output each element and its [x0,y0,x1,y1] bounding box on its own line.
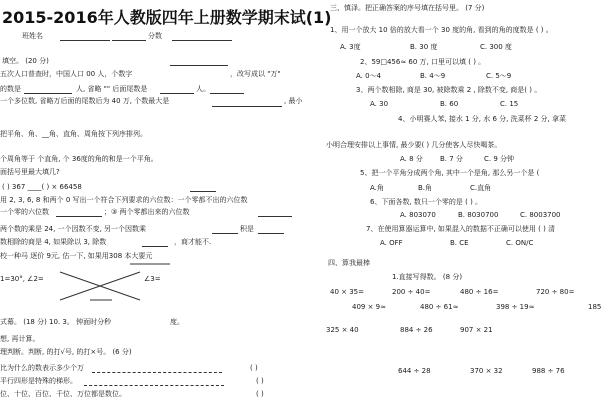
choice-q6-opt-c: C. 8003700 [520,211,561,219]
calc-item: 370 × 32 [470,367,503,375]
blank-line [212,233,238,234]
choice-q1-opt-b: B. 30 度 [410,43,438,51]
fill-q5: 面括号里最大填几? [0,168,60,176]
calc-item: 409 × 9≈ [352,303,386,311]
calc-item: 40 × 35= [330,288,364,296]
blank-line [170,65,228,66]
choice-q1-opt-c: C. 300 度 [480,43,512,51]
fill-q8-tail: ，商才能不. [174,238,212,246]
blank-line [142,246,168,247]
calc-item: 200 ÷ 40= [392,288,431,296]
blank-line [190,191,216,192]
fill-q1-tail: ，改写成以 "万" [230,70,281,78]
judge-q3-paren: ( ) [256,390,264,398]
section-2-heading: 理判断。判断, 的打√号, 的打×号。 (6 分) [0,348,132,356]
choice-q5-opt-b: B.角 [418,184,433,192]
figure-line [60,272,140,300]
choice-q4-opt-b: B. 7 分 [440,155,463,163]
blank-line [56,216,102,217]
choice-q1-opt-a: A. 3度 [340,43,361,51]
class-blank [60,40,110,41]
blank-line [258,233,284,234]
calc-item: 907 × 21 [460,326,493,334]
blank-line [84,385,224,386]
choice-q6-opt-a: A. 803070 [400,211,436,219]
choice-q4-opt-a: A. 8 分 [400,155,423,163]
fill-q1: 五次人口普查时，中国人口 00 人，个数字 [0,70,133,78]
blank-line [212,106,282,107]
fill-q8: 数相除的商是 4, 如果除以 3, 除数 [0,238,107,246]
choice-q3-opt-c: C. 15 [500,100,519,108]
choice-q7-opt-b: B. CE [450,239,469,247]
figure-line [60,272,140,300]
calc-item: 480 ÷ 61≈ [420,303,459,311]
calc-item: 398 ÷ 19≈ [496,303,535,311]
choice-q7-opt-a: A. OFF [380,239,403,247]
calc-item: 644 ÷ 28 [398,367,431,375]
calc-item: 884 ÷ 26 [400,326,433,334]
calc-item: 720 ÷ 80= [536,288,575,296]
judge-q1-paren: ( ) [250,364,258,372]
choice-q4: 4、小明赛人苯, 接水 1 分, 水 6 分, 洗菜杯 2 分, 拿菜 [398,115,566,123]
fill-q6-b: 一个零的六位数 [0,208,49,216]
calc-item: 480 ÷ 16= [460,288,499,296]
judge-q3: 位、十位、百位、千位、万位都是数位。 [0,390,126,398]
fill-q1-line2-c: 人。 [196,85,210,93]
angle-label-3: ∠3= [144,275,161,283]
fill-q6: 用 2, 3, 6, 8 和两个 0 写出一个符合下列要求的六位数：一个零都不出的六位数 [0,196,248,204]
choice-q5-opt-c: C.直角 [470,184,492,192]
section-3-heading: 三、慎泽。把正确答案的序号填在括号里。 (7 分) [330,4,485,12]
fill-q10: 式幕。 (18 分) 10. 3。 钟面时分秒 [0,318,112,326]
choice-q5: 5、把一个平角分成两个角, 其中一个是角, 那么另一个是 ( [360,169,540,177]
choice-q1: 1、用一个放大 10 倍的放大看一个 30 度的角, 看到的角的度数是 ( ) 。 [330,26,553,34]
fill-q10-tail: 度。 [170,318,184,326]
calc-item: 325 × 40 [326,326,359,334]
blank-line [258,216,292,217]
judge-q2: 平行四形是特殊的梯形。 [0,377,77,385]
choice-q6-opt-b: B. 8030700 [458,211,499,219]
section-4-heading: 四、算我最棒 [328,259,370,267]
choice-q5-opt-a: A.角 [370,184,384,192]
page-title: 2015-2016年人教版四年上册数学期末试(1) [2,8,332,27]
fill-q9: 校一种马 逐价 9元, 估一下, 如果用308 本大要元 [0,252,153,260]
fill-q2-tail: , 最小 [284,97,303,105]
choice-q3: 3、两个数相除, 商是 30, 被除数乘 2 , 除数不变, 商是( ) 。 [356,86,542,94]
choice-q2: 2、59□456≈ 60 万, 口里可以填 ( ) 。 [360,58,486,66]
calc-item: 185 [588,303,602,311]
fill-q1-line2-b: 人, 省略 "" 后面尾数是 [76,85,148,93]
fill-q4: 个周角等于 个直角, 个 36度的角的和是一个平角。 [0,155,158,163]
choice-q7: 7、在使用算器运算中, 如果混入的数据不正确可以使用 ( ) 清 [366,225,556,233]
choice-q3-opt-b: B. 60 [440,100,459,108]
fill-q1-line2-a: 的数是 [0,85,21,93]
fill-q7-tail: 积是 [240,225,254,233]
blank-line [92,372,222,373]
judge-q1: 比为什么的数表示多少个万 [0,364,84,372]
fill-q5-expr: ( ) 367 ____( ) × 66458 [2,183,82,191]
choice-q3-opt-a: A. 30 [370,100,389,108]
choice-q2-opt-c: C. 5～9 [486,72,512,80]
score-blank [172,40,232,41]
choice-q6: 6、下面各数, 数只一个零的是 ( ) 。 [370,198,483,206]
section-1-heading: 填空。 (20 分) [2,57,49,65]
angle-label-1-2: 1=30°, ∠2= [0,275,44,283]
score-label: 分数 [148,32,162,40]
fill-q7: 两个数的乘是 24, 一个因数不变, 另一个因数乘 [0,225,147,233]
choice-q4-opt-c: C. 9 分钟 [484,155,515,163]
fill-q3: 把平角、角、__角、直角、周角按下列序排列。 [0,130,147,138]
name-blank [112,40,146,41]
judge-q2-paren: ( ) [256,377,264,385]
fill-q11: 想, 再计算。 [0,335,40,343]
fill-q2: 一个多位数, 省略万后面的尾数后为 40 万, 个数最大是 [0,97,170,105]
fill-q6-c: ；③ 两个零都出来的六位数 [104,208,190,216]
choice-q2-opt-a: A. 0～4 [356,72,382,80]
choice-q4-cont: 小明合理安排以上事情, 最少要( ) 几分使客人尽快喝茶。 [326,141,502,149]
blank-line [210,93,244,94]
class-name-label: 班姓名 [22,32,43,40]
blank-line [160,93,194,94]
calc-item: 988 ÷ 76 [532,367,565,375]
section-4-subheading: 1.直接写得数。 (8 分) [392,273,463,281]
choice-q7-opt-c: C. ON/C [506,239,534,247]
blank-line [24,93,72,94]
choice-q2-opt-b: B. 4～9 [420,72,446,80]
